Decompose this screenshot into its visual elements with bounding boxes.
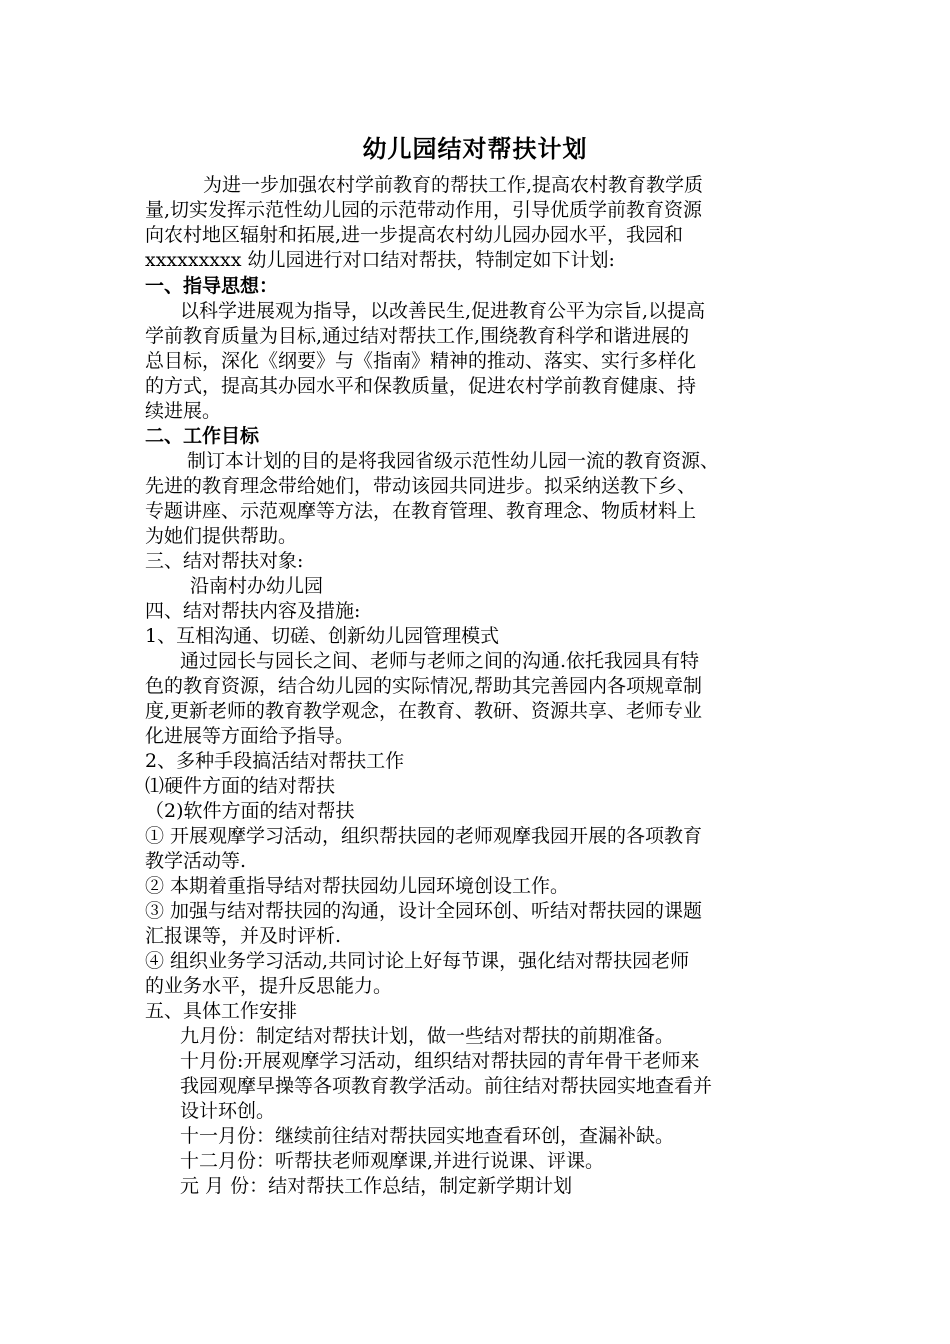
schedule-line: 十月份:开展观摩学习活动，组织结对帮扶园的青年骨干老师来: [180, 1050, 700, 1072]
section-heading-target: 三、结对帮扶对象:: [145, 550, 304, 572]
paragraph-line: 总目标，深化《纲要》与《指南》精神的推动、落实、实行多样化: [145, 350, 697, 372]
point-line: ② 本期着重指导结对帮扶园幼儿园环境创设工作。: [145, 875, 570, 897]
section-heading-measures: 四、结对帮扶内容及措施:: [145, 600, 361, 622]
point-line: 汇报课等，并及时评析.: [145, 925, 342, 947]
sub-item: （2)软件方面的结对帮扶: [145, 800, 355, 822]
paragraph-line: 的方式，提高其办园水平和保教质量，促进农村学前教育健康、持: [145, 375, 697, 397]
paragraph-line: 为她们提供帮助。: [145, 525, 298, 547]
schedule-line: 元 月 份：结对帮扶工作总结，制定新学期计划: [180, 1175, 573, 1197]
paragraph-line: 学前教育质量为目标,通过结对帮扶工作,围绕教育科学和谐进展的: [145, 325, 690, 347]
document-title: 幼儿园结对帮扶计划: [362, 134, 588, 163]
schedule-line: 十二月份：听帮扶老师观摩课,并进行说课、评课。: [180, 1150, 605, 1172]
section-heading-work-goals: 二、工作目标: [145, 425, 260, 447]
sub-item: ⑴硬件方面的结对帮扶: [145, 775, 336, 797]
point-line: 的业务水平，提升反思能力。: [145, 975, 393, 997]
section-heading-schedule: 五、具体工作安排: [145, 1000, 298, 1022]
schedule-line: 我园观摩早操等各项教育教学活动。前往结对帮扶园实地查看并: [180, 1075, 713, 1097]
intro-line: xxxxxxxxx 幼儿园进行对口结对帮扶，特制定如下计划:: [145, 249, 615, 271]
point-line: ④ 组织业务学习活动,共同讨论上好每节课，强化结对帮扶园老师: [145, 950, 690, 972]
intro-line: 量,切实发挥示范性幼儿园的示范带动作用，引导优质学前教育资源: [145, 199, 703, 221]
paragraph-line: 色的教育资源，结合幼儿园的实际情况,帮助其完善园内各项规章制: [145, 675, 703, 697]
schedule-line: 设计环创。: [180, 1100, 276, 1122]
point-line: 教学活动等.: [145, 850, 247, 872]
paragraph-line: 专题讲座、示范观摩等方法，在教育管理、教育理念、物质材料上: [145, 500, 697, 522]
schedule-line: 九月份：制定结对帮扶计划，做一些结对帮扶的前期准备。: [180, 1025, 675, 1047]
item-heading: 1、互相沟通、切磋、创新幼儿园管理模式: [145, 625, 500, 647]
paragraph-line: 通过园长与园长之间、老师与老师之间的沟通.依托我园具有特: [180, 650, 700, 672]
point-line: ③ 加强与结对帮扶园的沟通，设计全园环创、听结对帮扶园的课题: [145, 900, 703, 922]
section-heading-guiding-ideas: 一、指导思想：: [145, 275, 279, 297]
intro-line: 向农村地区辐射和拓展,进一步提高农村幼儿园办园水平，我园和: [145, 224, 684, 246]
paragraph-line: 先进的教育理念带给她们，带动该园共同进步。拟采纳送教下乡、: [145, 475, 697, 497]
paragraph-line: 制订本计划的目的是将我园省级示范性幼儿园一流的教育资源、: [187, 450, 720, 472]
intro-line: 为进一步加强农村学前教育的帮扶工作,提高农村教育教学质: [203, 174, 704, 196]
paragraph-line: 度,更新老师的教育教学观念，在教育、教研、资源共享、老师专业: [145, 700, 703, 722]
schedule-line: 十一月份：继续前往结对帮扶园实地查看环创，查漏补缺。: [180, 1125, 675, 1147]
item-heading: 2、多种手段搞活结对帮扶工作: [145, 750, 405, 772]
paragraph-line: 化进展等方面给予指导。: [145, 725, 355, 747]
paragraph-line: 以科学进展观为指导，以改善民生,促进教育公平为宗旨,以提高: [180, 300, 706, 322]
point-line: ① 开展观摩学习活动，组织帮扶园的老师观摩我园开展的各项教育: [145, 825, 703, 847]
paragraph-line: 续进展。: [145, 400, 222, 422]
target-kindergarten: 沿南村办幼儿园: [190, 575, 324, 597]
